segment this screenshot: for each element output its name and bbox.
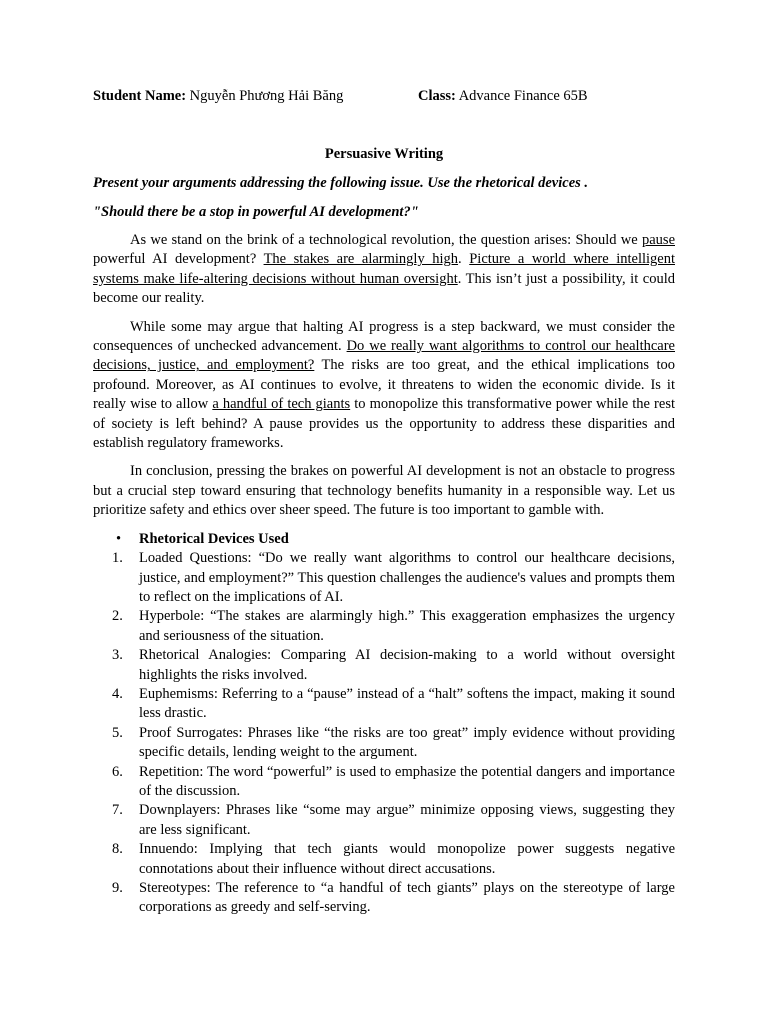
list-item-text: Innuendo: Implying that tech giants would monopolize power suggests negative connotations about their influence without direct accusations. [139, 841, 675, 877]
devices-heading-row [93, 530, 675, 549]
devices-heading: Rhetorical Devices Used [139, 530, 289, 547]
para1-underline-pause: pause [641, 232, 675, 248]
list-item-number: 9. [112, 880, 123, 896]
list-item [93, 607, 675, 646]
para1-underline-picture: Picture a world where intelligent systems make life-altering decisions without human oversight [93, 251, 675, 287]
class-label: Class: [418, 88, 456, 104]
list-item [93, 724, 675, 763]
student-info [93, 86, 343, 106]
list-item [93, 801, 675, 840]
list-item-text: Stereotypes: The reference to “a handful of tech giants” plays on the stereotype of large corporations as greedy and self-serving. [139, 880, 675, 916]
list-item-number: 3. [112, 647, 123, 664]
para2-text-2: The risks are too great, and the ethical implications too profound. Moreover, as AI continues to evolve, it threatens to widen the economic divide. Is it really wise to allow [93, 357, 676, 413]
header-line [93, 86, 675, 106]
list-item [93, 685, 675, 724]
list-item-number: 4. [112, 685, 123, 702]
list-item [93, 879, 675, 918]
para1-text-1: As we stand on the brink of a technological revolution, the question arises: Should we [130, 232, 642, 248]
list-item [93, 646, 675, 685]
paragraph-conclusion: In conclusion, pressing the brakes on powerful AI development is not an obstacle to progress but a crucial step toward ensuring that technology benefits humanity in a responsible way. Let us prioritize safety and ethics over sheer speed. The future is too important to gamble with. [93, 463, 675, 519]
list-item-text: Downplayers: Phrases like “some may argue” minimize opposing views, suggesting they are less significant. [139, 802, 675, 838]
list-item [93, 840, 675, 879]
list-item-text: Hyperbole: “The stakes are alarmingly high.” This exaggeration emphasizes the urgency and seriousness of the situation. [139, 608, 675, 644]
para1-text-4: . This isn’t just a possibility, it could become our reality. [93, 270, 675, 307]
list-item [93, 763, 675, 802]
para1-text-2: powerful AI development? [93, 251, 264, 268]
student-name-label: Student Name: [93, 88, 187, 104]
student-name-value: Nguyễn Phương Hải Băng [189, 88, 344, 104]
list-item-text: Euphemisms: Referring to a “pause” instead of a “halt” softens the impact, making it sound less drastic. [139, 685, 675, 722]
list-item-number: 1. [112, 550, 123, 567]
essay-question: "Should there be a stop in powerful AI development?" [93, 204, 419, 220]
class-info [418, 86, 588, 106]
class-value: Advance Finance 65B [458, 88, 588, 104]
devices-list [93, 549, 675, 918]
list-item-number: 7. [112, 802, 123, 819]
list-item-number: 8. [112, 841, 123, 858]
para1-underline-stakes: The stakes are alarmingly high [263, 251, 459, 268]
paragraph-intro [93, 231, 675, 309]
para2-underline-question: Do we really want algorithms to control our healthcare decisions, justice, and employment? [93, 338, 675, 374]
rhetorical-devices-section [93, 530, 675, 918]
list-item-number: 6. [112, 763, 123, 780]
list-item [93, 549, 675, 607]
list-item-number: 5. [112, 724, 123, 741]
bullet-icon: • [116, 530, 122, 547]
list-item-number: 2. [112, 608, 123, 625]
list-item-text: Loaded Questions: “Do we really want algorithms to control our healthcare decisions, justice, and employment?” This question challenges the audience's values and prompts them to reflect on the implications of AI. [139, 550, 675, 605]
paragraph-body [93, 318, 675, 454]
para2-underline-giants: a handful of tech giants [212, 396, 351, 413]
list-item-text: Proof Surrogates: Phrases like “the risks are too great” imply evidence without providing specific details, lending weight to the argument. [139, 724, 675, 761]
para2-text-3: to monopolize this transformative power while the rest of society is left behind? A pause provides us the opportunity to address these disparities and establish regulatory frameworks. [93, 396, 675, 452]
para1-text-3: . [458, 251, 470, 268]
document-page [93, 86, 675, 918]
list-item-text: Repetition: The word “powerful” is used to emphasize the potential dangers and importance of the discussion. [139, 763, 675, 799]
list-item-text: Rhetorical Analogies: Comparing AI decision-making to a world without oversight highlights the risks involved. [139, 647, 675, 683]
para2-text-1: While some may argue that halting AI progress is a step backward, we must consider the consequences of unchecked advancement. [93, 318, 675, 355]
assignment-prompt: Present your arguments addressing the following issue. Use the rhetorical devices . [93, 175, 589, 191]
document-title: Persuasive Writing [324, 146, 444, 162]
